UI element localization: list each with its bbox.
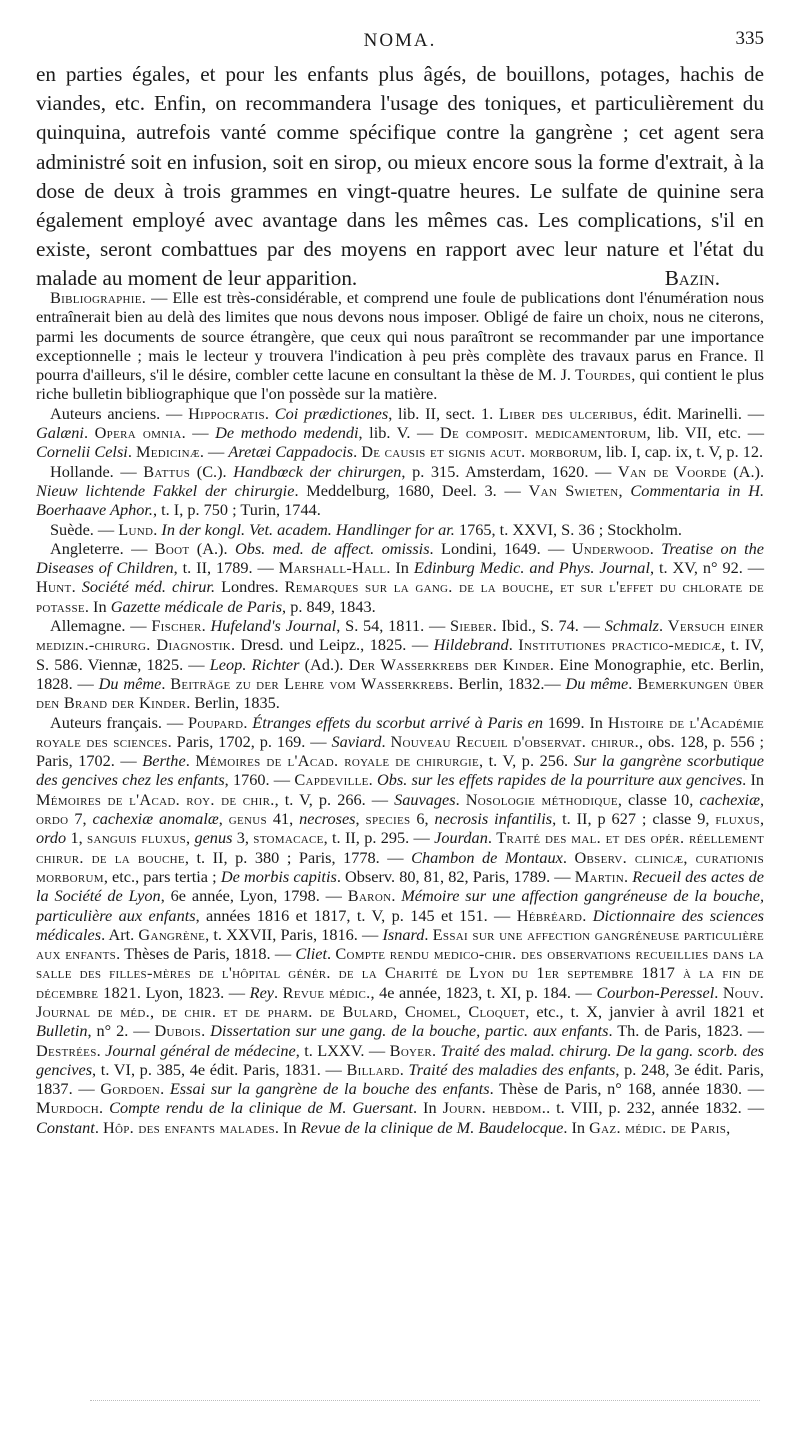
francais-segment: sanguis fluxus [87, 828, 187, 848]
francais-segment: , t. II, p. 295. — [323, 828, 435, 848]
francais-segment: . Paris, 1702, p. 169. — [167, 731, 332, 751]
francais-segment: Essai sur une affection gangréneuse particulière aux enfants [36, 924, 764, 964]
francais-segment: , [726, 1117, 731, 1137]
allemagne-segment: , S. 54, 1811. — [336, 616, 450, 636]
francais-segment: . [714, 982, 723, 1002]
francais-segment: Isnard [382, 924, 425, 944]
francais-segment: fluxus [715, 809, 760, 829]
suede-segment: Suède. — [50, 519, 119, 539]
francais-segment: , années 1816 et 1817, t. V, p. 145 et 151. — [195, 905, 517, 925]
francais-segment: . In [274, 1117, 301, 1137]
angleterre-segment: Hunt [36, 577, 72, 597]
angleterre-segment: , t. XV, n° 92. — [649, 558, 764, 578]
francais-segment: Bulletin [36, 1021, 88, 1041]
francais-segment: Martin [574, 866, 624, 886]
francais-segment: Mémoire sur une affection gangréneuse de la bouche, particulière aux enfants [36, 886, 765, 925]
francais-segment: . [487, 828, 497, 848]
angleterre-segment: , p. 849, 1843. [282, 596, 376, 616]
angleterre-segment: . [649, 538, 662, 558]
francais-segment: Traité des malad. chirurg. De la gang. scorb. des gencives [36, 1040, 765, 1079]
allemagne-segment: . [508, 635, 519, 655]
angleterre-segment: Treatise on the Diseases of Children [36, 538, 765, 578]
angleterre-segment: Gazette médicale de Paris [110, 596, 283, 616]
angleterre-segment: Boot [154, 538, 190, 558]
francais-segment: . In [413, 1098, 443, 1118]
francais-segment: . [243, 712, 253, 732]
hollande-segment: Van de Voorde [617, 461, 727, 481]
bibliography [36, 288, 764, 1137]
suede-segment: . [153, 519, 162, 539]
anciens-segment: Opera omnia [94, 423, 182, 443]
francais-segment: Capdeville [294, 770, 369, 790]
francais-segment: . [562, 847, 575, 867]
suede-segment: In der kongl. Vet. academ. Handlinger for ar. [161, 519, 455, 539]
francais-segment: , classe 10, [617, 789, 700, 809]
allemagne-segment: Leop. Richter [209, 654, 300, 674]
francais-segment: . In [563, 1117, 590, 1137]
section-hollande [36, 462, 764, 520]
angleterre-segment: Obs. med. de affect. omissis [234, 538, 430, 558]
francais-segment: . In [742, 770, 765, 790]
allemagne-segment: Beiträge zu der Lehre vom Wasserkrebs [170, 673, 450, 693]
francais-segment: Compte rendu de la clinique de M. Guersant [109, 1098, 414, 1118]
francais-segment: Constant [36, 1117, 95, 1137]
francais-segment: , [218, 809, 229, 829]
angleterre-segment: Angleterre. — [50, 538, 155, 558]
angleterre-segment: Remarques sur la gang. de la bouche, et sur l'effet du chlorate de potasse [36, 577, 764, 616]
francais-segment: . [160, 1079, 170, 1099]
francais-segment: Nosologie méthodique [465, 789, 618, 809]
allemagne-segment: . Berlin, 1832.— [449, 673, 566, 693]
anciens-segment: , lib. VII, etc. — [646, 423, 765, 443]
francais-segment: , 1760. — [224, 770, 295, 790]
francais-segment: 6, [410, 809, 435, 829]
hollande-segment: , t. I, p. 750 ; Turin, 1744. [152, 500, 321, 520]
section-allemagne [36, 616, 764, 712]
francais-segment: Compte rendu medico-chir. des observations recueillies dans la salle des filles-mères de l'hôpital génér. de la Charité de Lyon du 1er septembre 1817 à la fin de décembre 1821 [36, 944, 765, 1002]
francais-segment: Mémoires de l'Acad. royale de chirurgie [195, 751, 479, 771]
anciens-segment: . — [181, 423, 216, 443]
francais-segment: . Art. [101, 924, 139, 944]
francais-segment: Observ. clinicæ, curationis morborum [36, 847, 765, 886]
francais-segment: . t. VIII, p. 232, année 1832. — [546, 1098, 764, 1118]
allemagne-segment: Hildebrand [433, 635, 509, 655]
francais-segment: Destrées [36, 1040, 97, 1060]
francais-segment: , t. V, p. 256. [478, 751, 574, 771]
hollande-segment: Nieuw lichtende Fakkel der chirurgie [36, 480, 295, 500]
francais-segment: Poupard [187, 712, 244, 732]
section-angleterre [36, 539, 764, 616]
francais-segment: Recueil des actes de la Société de Lyon [36, 866, 765, 906]
francais-segment: genus [194, 828, 233, 848]
francais-segment: Dissertation sur une gang. de la bouche, partic. aux enfants [210, 1021, 609, 1041]
francais-segment: Essai sur la gangrène de la bouche des enfants [169, 1079, 490, 1099]
angleterre-segment: . In [386, 558, 414, 578]
francais-segment: . Thèses de Paris, 1818. — [116, 944, 296, 964]
hollande-segment: (C.). [190, 461, 234, 481]
angleterre-segment: , t. II, 1789. — [173, 558, 279, 578]
francais-segment: , [759, 809, 765, 829]
anciens-segment: , lib. II, sect. 1. [388, 403, 499, 423]
hollande-segment: Handbœck der chirurgen [233, 461, 402, 481]
francais-segment: ordo [36, 809, 69, 829]
anciens-segment: Hippocratis [188, 403, 265, 423]
francais-segment: Murdoch [36, 1098, 100, 1118]
francais-segment: , t. II, p. 380 ; Paris, 1778. — [184, 847, 412, 867]
allemagne-segment: . Ibid., S. 74. — [492, 616, 605, 636]
allemagne-segment: Der Wasserkrebs der Kinder [348, 654, 550, 674]
francais-segment: Jourdan [434, 828, 488, 848]
francais-segment: . [399, 1059, 409, 1079]
angleterre-segment: Edinburg Medic. and Phys. Journal [413, 558, 650, 578]
allemagne-segment: . Berlin, 1835. [186, 693, 280, 713]
francais-segment: . Observ. 80, 81, 82, Paris, 1789. — [336, 866, 575, 886]
hollande-segment: . Meddelburg, 1680, Deel. 3. — [294, 480, 529, 500]
francais-segment: Mémoires de l'Acad. roy. de chir. [36, 789, 275, 809]
francais-segment: Baron [347, 886, 392, 906]
francais-segment: 7, [68, 809, 93, 829]
hollande-segment: Van Swieten [528, 480, 619, 500]
francais-segment: . Thèse de Paris, n° 168, année 1830. — [489, 1079, 765, 1099]
francais-segment: Gangrène [138, 924, 206, 944]
angleterre-segment: Marshall-Hall [278, 558, 387, 578]
francais-segment: . [274, 982, 283, 1002]
bibliography-intro-text: — Elle est très-considérable, et comprend une foule de publications dont l'énumération nous entraînerait bien au delà des limites que nous devons nous imposer. Obligé de faire un choix, nous ne citerons, parmi les documents de source étrangère, que ceux qui nous paraîtront se recommander par une importance exceptionnelle ; mais le lecteur y trouvera l'indication à peu près complète des travaux parus en France. Il pourra d'ailleurs, s'il le désire, combler cette lacune en consultant la thèse de M. J. [36, 288, 764, 385]
francais-segment: ordo [36, 828, 67, 848]
angleterre-segment: . Londini, 1649. — [429, 538, 572, 558]
anciens-segment: . [353, 442, 362, 462]
francais-segment: Revue de la clinique de M. Baudelocque [300, 1117, 564, 1137]
francais-segment: . [431, 1040, 441, 1060]
hollande-segment: , [618, 480, 631, 500]
anciens-segment: . [83, 423, 95, 443]
allemagne-segment: Du même [565, 673, 629, 693]
angleterre-segment: (A.). [189, 538, 235, 558]
francais-segment: . [99, 1098, 110, 1118]
francais-segment: . [455, 789, 466, 809]
anciens-segment: Coi prædictiones [274, 403, 389, 423]
francais-segment: Gaz. médic. de Paris [589, 1117, 727, 1137]
francais-segment: Hébréard [516, 905, 583, 925]
anciens-segment: De methodo medendi [215, 423, 359, 443]
francais-segment: . [327, 944, 336, 964]
hollande-segment: (A.). [726, 461, 765, 481]
francais-segment: stomacace [253, 828, 324, 848]
francais-segment: , obs. 128, p. 556 ; Paris, 1702. — [36, 731, 765, 771]
francais-segment: . [424, 924, 433, 944]
francais-segment: Berthe [142, 751, 186, 771]
hollande-segment: Hollande. — [50, 461, 144, 481]
francais-segment: necrosis infantilis [434, 809, 553, 829]
francais-segment: . Lyon, 1823. — [136, 982, 250, 1002]
allemagne-segment: (Ad.). [299, 654, 349, 674]
main-text [36, 60, 764, 294]
francais-segment: Journal général de médecine [105, 1040, 296, 1060]
allemagne-segment: Fischer [151, 616, 202, 636]
footer-rule [90, 1400, 760, 1401]
francais-segment: , [186, 828, 195, 848]
francais-segment: Cliet [295, 944, 328, 964]
allemagne-segment: Sieber [450, 616, 493, 636]
bibliography-intro-name: Tourdes [575, 365, 632, 385]
francais-segment: . [185, 751, 196, 771]
francais-segment: Courbon-Peressel [596, 982, 715, 1002]
francais-segment: Chambon de Montaux [411, 847, 563, 867]
francais-segment: . [623, 866, 633, 886]
francais-segment: necroses [299, 809, 356, 829]
francais-segment: 1, [66, 828, 88, 848]
francais-segment: 3, [232, 828, 254, 848]
anciens-segment: , édit. Marinelli. — [633, 403, 765, 423]
francais-segment: Boyer [389, 1040, 432, 1060]
anciens-segment: De causis et signis acut. morborum [361, 442, 598, 462]
francais-segment: Obs. sur les effets rapides de la pourriture aux gencives [376, 770, 743, 790]
allemagne-segment: Allemagne. — [50, 616, 152, 636]
allemagne-segment: . Dresd. und Leipz., 1825. — [231, 635, 434, 655]
francais-segment: , t. VI, p. 385, 4e édit. Paris, 1831. — [92, 1059, 347, 1079]
francais-segment: De morbis capitis [220, 866, 337, 886]
francais-segment: cachexiæ [699, 789, 760, 809]
section-suede [36, 520, 764, 539]
francais-segment: Histoire de l'Académie royale des sciences [36, 712, 765, 751]
francais-segment: species [365, 809, 411, 829]
hollande-segment: Battus [143, 461, 191, 481]
francais-segment: Nouveau Recueil d'observat. chirur. [390, 731, 640, 751]
francais-segment: Dictionnaire des sciences médicales [36, 905, 765, 944]
angleterre-segment: Londres. [215, 577, 285, 597]
francais-segment: Journ. hebdom. [442, 1098, 547, 1118]
bibliography-intro-end: , qui contient le plus riche bulletin bibliographique que l'on possède sur la matière. [36, 365, 764, 404]
francais-segment: , t. LXXV. — [295, 1040, 390, 1060]
francais-segment: genus [228, 809, 267, 829]
francais-segment: , n° 2. — [87, 1021, 155, 1041]
francais-segment: 41, [266, 809, 300, 829]
anciens-segment: Auteurs anciens. — [50, 403, 189, 423]
francais-segment: . [368, 770, 377, 790]
allemagne-segment: Hufeland's Journal [210, 616, 337, 636]
hollande-segment: Commentaria in H. Boerhaave Aphor. [36, 480, 765, 520]
francais-segment: Étranges effets du scorbut arrivé à Paris en [252, 712, 544, 732]
section-francais [36, 713, 764, 1138]
allemagne-segment: Versuch einer medizin.-chirurg. Diagnostik [36, 616, 765, 655]
francais-segment: Nouv. Journal de méd., de chir. et de pharm. de Bulard, Chomel, Cloquet [36, 982, 765, 1021]
francais-segment: . [582, 905, 593, 925]
allemagne-segment: Du même [98, 673, 162, 693]
running-header [36, 24, 764, 64]
francais-segment: , etc., pars tertia ; [103, 866, 221, 886]
anciens-segment: Galæni [36, 423, 84, 443]
allemagne-segment: , t. IV, S. 586. Viennæ, 1825. — [36, 635, 764, 674]
allemagne-segment: . [658, 616, 668, 636]
allemagne-segment: Bemerkungen über den Brand der Kinder [36, 673, 765, 713]
francais-segment: Dubois [154, 1021, 202, 1041]
angleterre-segment: . [71, 577, 82, 597]
francais-segment: . [96, 1040, 106, 1060]
francais-segment: Traité des mal. et des opér. réellement chirur. de la bouche [36, 828, 765, 867]
section-anciens [36, 404, 764, 462]
author-signature: Bazin. [664, 266, 720, 291]
anciens-segment: . — [199, 442, 229, 462]
anciens-segment: . [264, 403, 275, 423]
allemagne-segment: . Eine Monographie, etc. Berlin, 1828. — [36, 654, 764, 693]
francais-segment: . [201, 1021, 211, 1041]
francais-segment: Sauvages [394, 789, 456, 809]
angleterre-segment: Société méd. chirur. [81, 577, 216, 597]
main-paragraph [36, 60, 764, 294]
francais-segment: , 4e année, 1823, t. XI, p. 184. — [370, 982, 597, 1002]
francais-segment: , [355, 809, 366, 829]
francais-segment: , p. 248, 3e édit. Paris, 1837. — [36, 1059, 764, 1099]
anciens-segment: De composit. medicamentorum [439, 423, 647, 443]
francais-segment: . [381, 731, 391, 751]
bibliography-label: Bibliographie. [50, 288, 147, 307]
main-paragraph-text: en parties égales, et pour les enfants plus âgés, de bouillons, potages, hachis de viandes, etc. Enfin, on recommandera l'usage des toniques, et particulièrement du quinquina, autrefois vanté comme spécifique contre la gangrène ; cet agent sera administré soit en infusion, soit en sirop, ou mieux encore sous la forme d'extrait, à la dose de deux à trois grammes en vingt-quatre heures. Le sulfate de quinine sera également employé avec avantage dans les mêmes cas. Les complications, s'il en existe, seront combattues par des moyens en rapport avec leur nature et l'état du malade au moment de leur apparition. [36, 62, 764, 291]
francais-segment: . [94, 1117, 103, 1137]
allemagne-segment: . [161, 673, 171, 693]
francais-segment: . [391, 886, 402, 906]
francais-segment: Auteurs français. — [50, 712, 188, 732]
francais-segment: , t. V, p. 266. — [274, 789, 395, 809]
angleterre-segment: Underwood [571, 538, 650, 558]
francais-segment: , etc., t. X, janvier à avril 1821 et [525, 1001, 764, 1021]
page-title: NOMA. [363, 30, 437, 51]
anciens-segment: Cornelii Celsi [36, 442, 128, 462]
angleterre-segment: . In [84, 596, 111, 616]
francais-segment: cachexiæ anomalæ [92, 809, 219, 829]
suede-segment: Lund [118, 519, 154, 539]
allemagne-segment: . [628, 673, 638, 693]
suede-segment: 1765, t. XXVI, S. 36 ; Stockholm. [454, 519, 682, 539]
bibliography-intro [36, 288, 764, 404]
allemagne-segment: Institutiones practico-medicæ [518, 635, 722, 655]
anciens-segment: , lib. I, cap. ix, t. V, p. 12. [597, 442, 764, 462]
anciens-segment: . [127, 442, 136, 462]
francais-segment: , t. II, p 627 ; classe 9, [552, 809, 716, 829]
francais-segment: , 6e année, Lyon, 1798. — [160, 886, 348, 906]
hollande-segment: , p. 315. Amsterdam, 1620. — [401, 461, 618, 481]
francais-segment: Saviard [331, 731, 382, 751]
francais-segment: , t. XXVII, Paris, 1816. — [205, 924, 383, 944]
anciens-segment: Aretæi Cappadocis [228, 442, 354, 462]
allemagne-segment: . [201, 616, 211, 636]
francais-segment: Traité des maladies des enfants [408, 1059, 616, 1079]
francais-segment: Hôp. des enfants malades [102, 1117, 275, 1137]
francais-segment: Billard [346, 1059, 400, 1079]
anciens-segment: Medicinæ [135, 442, 200, 462]
page-number: 335 [735, 28, 764, 49]
francais-segment: Gordoen [100, 1079, 161, 1099]
francais-segment: Revue médic. [282, 982, 371, 1002]
francais-segment: , [759, 789, 765, 809]
allemagne-segment: Schmalz [604, 616, 659, 636]
francais-segment: Sur la gangrène scorbutique des gencives chez les enfants [36, 751, 765, 790]
anciens-segment: Liber des ulceribus [498, 403, 634, 423]
anciens-segment: , lib. V. — [358, 423, 440, 443]
francais-segment: Rey [249, 982, 275, 1002]
francais-segment: 1699. In [543, 712, 608, 732]
francais-segment: . Th. de Paris, 1823. — [608, 1021, 764, 1041]
